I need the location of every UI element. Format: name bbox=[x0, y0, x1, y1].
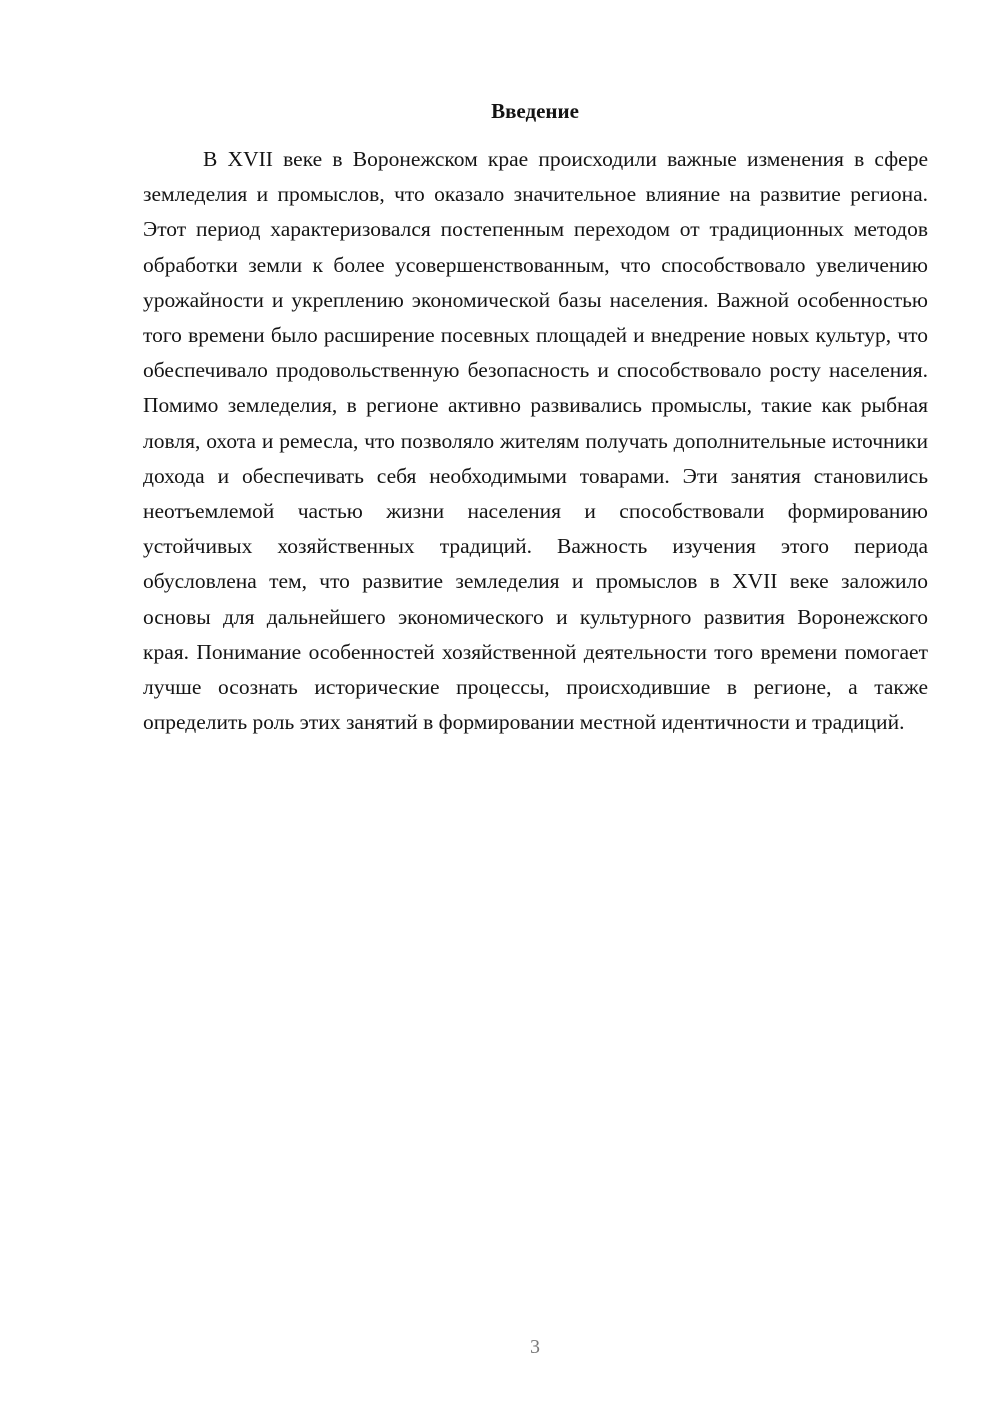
body-paragraph: В XVII веке в Воронежском крае происходили важные изменения в сфере земледелия и промыслов, что оказало значительное влияние на развитие региона. Этот период характеризовался постепенным переходом от традиционных методов обработки земли к более усовершенствованным, что способствовало увеличению урожайности и укреплению экономической базы населения. Важной особенностью того времени было расширение посевных площадей и внедрение новых культур, что обеспечивало продовольственную безопасность и способствовало росту населения. Помимо земледелия, в регионе активно развивались промыслы, такие как рыбная ловля, охота и ремесла, что позволяло жителям получать дополнительные источники дохода и обеспечивать себя необходимыми товарами. Эти занятия становились неотъемлемой частью жизни населения и способствовали формированию устойчивых хозяйственных традиций. Важность изучения этого периода обусловлена тем, что развитие земледелия и промыслов в XVII веке заложило основы для дальнейшего экономического и культурного развития Воронежского края. Понимание особенностей хозяйственной деятельности того времени помогает лучше осознать исторические процессы, происходившие в регионе, а также определить роль этих занятий в формировании местной идентичности и традиций. bbox=[143, 147, 928, 735]
page-number: 3 bbox=[530, 1336, 540, 1358]
section-heading: Введение bbox=[491, 99, 579, 123]
